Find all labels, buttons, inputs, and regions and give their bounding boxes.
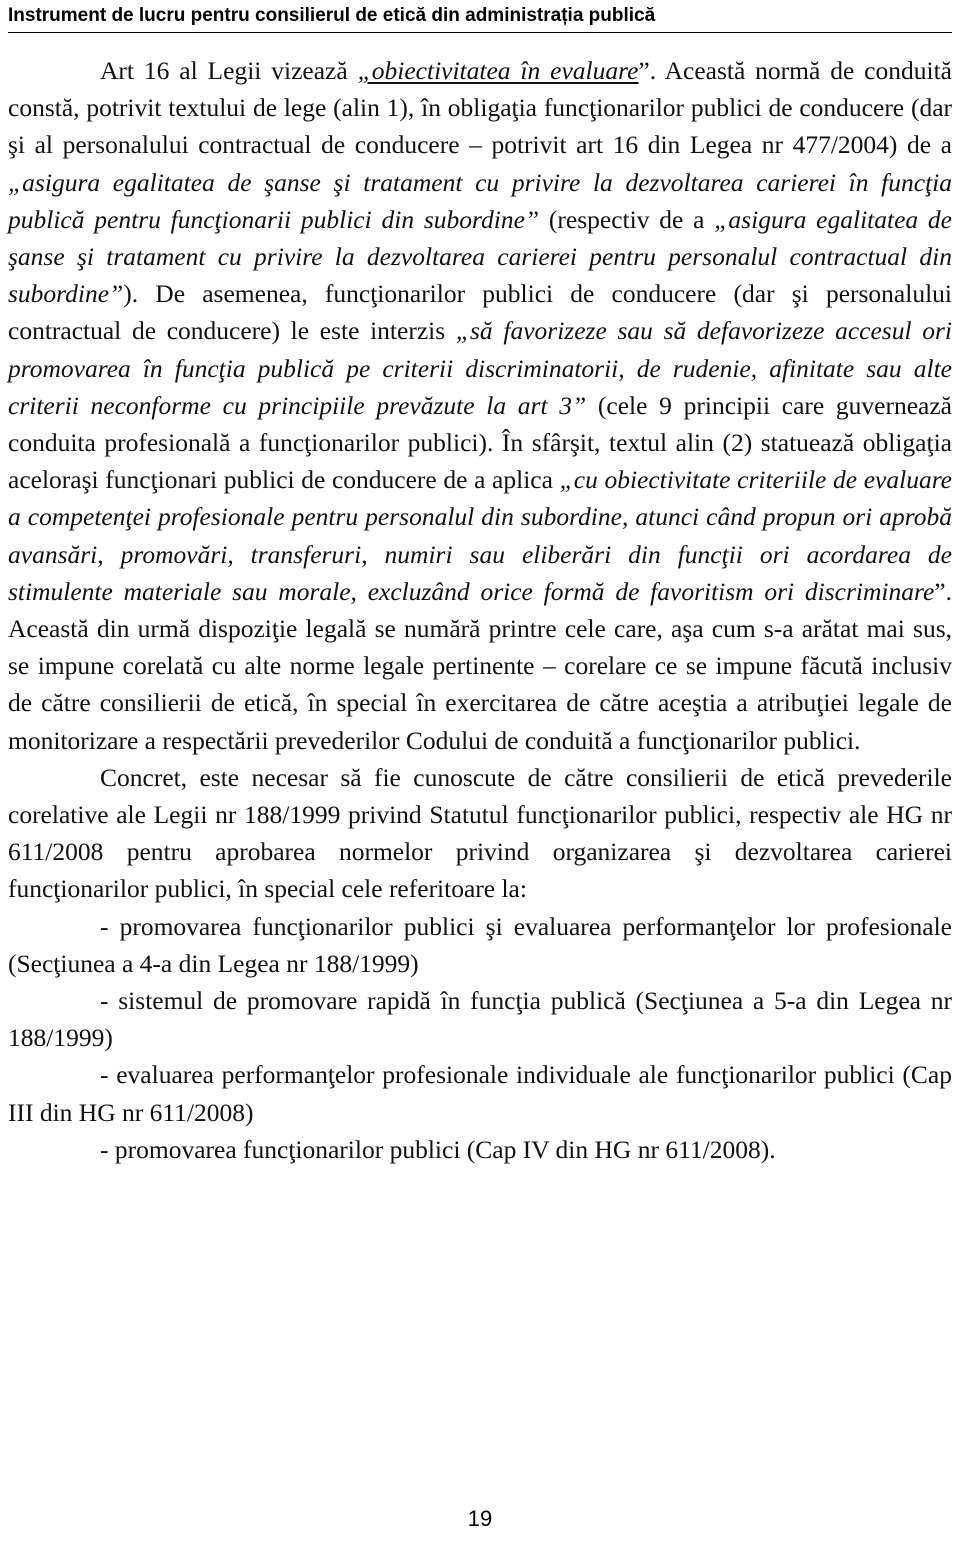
emphasis-quote: „să favorizeze sau să defavorizeze accesul ori promovarea în funcţia publică pe criterii discriminatorii, de rudenie, afinitate sau alte criterii neconforme cu principiile prevăzute la art 3” (8, 316, 952, 420)
emphasis-quote: „asigura egalitatea de şanse şi tratament cu privire la dezvoltarea carierei în funcţia publică pentru funcţionarii publici din subordine” (8, 167, 952, 234)
emphasis-quote: „cu obiectivitate criteriile de evaluare a competenţei profesionale pentru personalul din subordine, atunci când propun ori aprobă avansări, promovări, transferuri, numiri sau eliberări din funcţii ori acordarea de stimulente materiale sau morale, excluzând orice formă de favoritism ori discriminare (8, 465, 952, 606)
text-run: ”. Această normă de conduită constă, potrivit textului de lege (alin 1), în obligaţia funcţionarilor publici de conducere (dar şi al personalului contractual de conducere – potrivit art 16 din Legea nr 477/2004) de a (8, 56, 952, 160)
list-item: - sistemul de promovare rapidă în funcţia publică (Secţiunea a 5-a din Legea nr 188/1999) (8, 986, 952, 1053)
paragraph-art-16 (8, 52, 952, 759)
text-run: Art 16 al Legii vizează (100, 56, 358, 85)
paragraph-concret: Concret, este necesar să fie cunoscute de către consilierii de etică prevederile corelative ale Legii nr 188/1999 privind Statutul funcţionarilor publici, respectiv ale HG nr 611/2008 pentru aprobarea normelor privind organizarea şi dezvoltarea carierei funcţionarilor publici, în special cele referitoare la: (8, 762, 952, 904)
text-run: (respectiv de a (539, 204, 715, 234)
list-item: - evaluarea performanţelor profesionale individuale ale funcţionarilor publici (Cap III din HG nr 611/2008) (8, 1060, 952, 1127)
text-run: ”. Această din urmă dispoziţie legală se numără printre cele care, aşa cum s-a arătat mai sus, se impune corelată cu alte norme legale pertinente – corelare ce se impune făcută inclusiv de către consilierii de etică, în special în exercitarea de către aceştia a atribuţiei legale de monitorizare a respectării prevederilor Codului de conduită a funcţionarilor publici. (8, 576, 952, 755)
emphasis-quote: „obiectivitatea în evaluare (357, 56, 639, 85)
document-body (8, 52, 952, 1168)
page-number: 19 (467, 1506, 493, 1531)
running-header: Instrument de lucru pentru consilierul de etică din administrația publică (8, 2, 952, 33)
emphasis-quote: „asigura egalitatea de şanse şi tratament cu privire la dezvoltarea carierei pentru personalul contractual din subordine” (8, 204, 953, 309)
text-run: (cele 9 principii care guvernează conduita profesională a funcţionarilor publici). În sfârşit, textul alin (2) statuează obligaţia aceloraşi funcţionari publici de conducere de a aplica (8, 390, 952, 495)
list-item: - promovarea funcţionarilor publici şi evaluarea performanţelor lor profesionale (Secţiunea a 4-a din Legea nr 188/1999) (8, 911, 952, 978)
list-item: - promovarea funcţionarilor publici (Cap IV din HG nr 611/2008). (100, 1134, 776, 1164)
text-run: ). De asemenea, funcţionarilor publici de conducere (dar şi personalului contractual de conducere) le este interzis (8, 279, 952, 346)
